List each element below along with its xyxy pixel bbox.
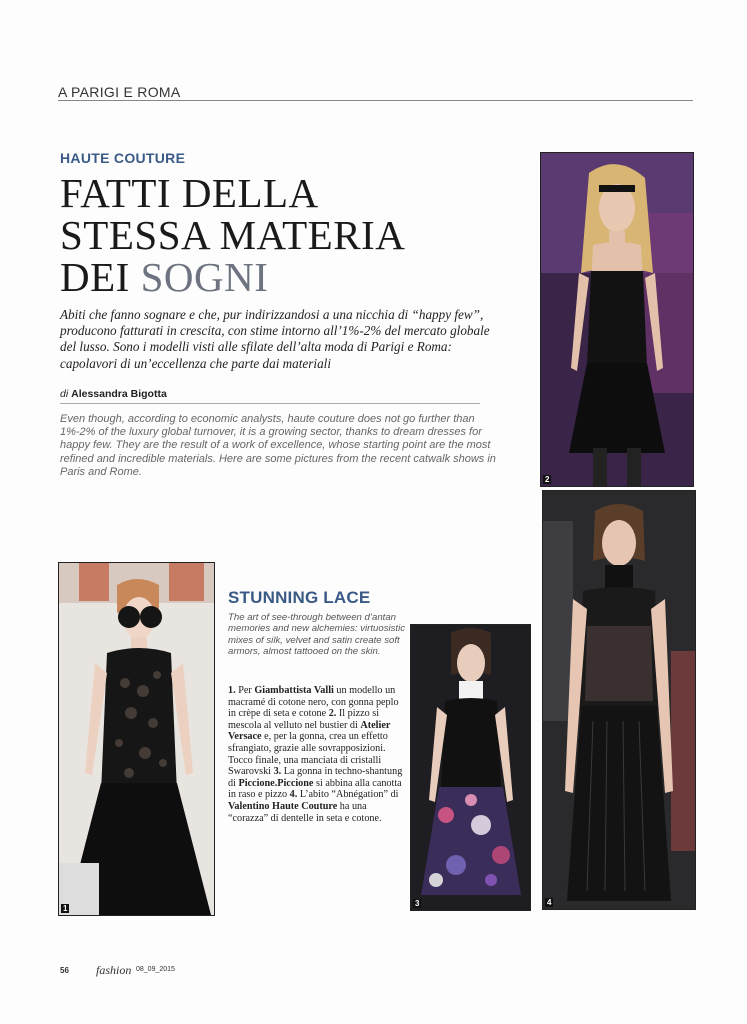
section-title: A PARIGI E ROMA — [58, 84, 181, 100]
runway-photo-1-image — [59, 563, 214, 915]
photo-atelier-versace — [540, 152, 694, 487]
byline-divider — [60, 403, 480, 404]
runway-photo-4-image — [543, 491, 695, 909]
photo-valentino-haute-couture — [542, 490, 696, 910]
issue-date: 08_09_2015 — [136, 966, 175, 973]
caption-1-text: un modello un macramé di cotone nero, con gonna peplo in crèpe di seta e cotone — [228, 685, 399, 720]
headline-line-1: FATTI DELLA — [60, 170, 319, 216]
caption-4-brand: Valentino Haute Couture — [228, 800, 338, 812]
caption-3-brand: Piccione.Piccione — [238, 777, 314, 789]
article-byline — [60, 388, 167, 400]
photo-number: 1 — [63, 904, 68, 913]
section-divider — [58, 100, 693, 101]
caption-2-text: e, per la gonna, crea un effetto sfrangiato, grazie alle sovrapposizioni. Tocco finale, una manciata di cristalli Swarovski — [228, 731, 388, 778]
caption-2-number: 2. — [328, 708, 337, 720]
photo-number: 4 — [547, 898, 552, 907]
byline-author: Alessandra Bigotta — [71, 388, 167, 400]
caption-4-text: ha una “corazza” di dentelle in seta e cotone. — [228, 800, 382, 824]
runway-photo-3-image — [411, 625, 530, 910]
photo-number: 3 — [415, 899, 420, 908]
headline-line-3 — [60, 256, 405, 298]
caption-3-number: 3. — [273, 766, 282, 778]
article-kicker: HAUTE COUTURE — [60, 150, 186, 166]
lace-captions — [228, 685, 408, 824]
caption-4-lead: L’abito “Abnégation” di — [297, 789, 399, 801]
caption-3-lead: La gonna in techno-shantung di — [228, 766, 403, 789]
page-number: 56 — [60, 966, 69, 975]
headline-line-2: STESSA MATERIA — [60, 212, 406, 258]
photo-piccione-piccione — [410, 624, 531, 911]
runway-photo-2-image — [541, 153, 693, 486]
lace-title: STUNNING LACE — [228, 588, 371, 607]
photo-giambattista-valli — [58, 562, 215, 916]
caption-4-number: 4. — [289, 789, 298, 801]
english-summary: Even though, according to economic analysts, haute couture does not go further than 1%-2% of the luxury global turnover, it is a growing sector, thanks to dream dresses for happy few. They are the result of a work of excellence, whose starting point are the most refined and incredible materials. Here are some pictures from the recent catwalk shows in Paris and Rome. — [60, 413, 496, 478]
magazine-name: fashion — [96, 963, 132, 977]
lace-intro: The art of see-through between d’antan memories and new alchemies: virtuosistic mixes of silk, velvet and satin create soft armors, almost tattooed on the skin. — [228, 612, 406, 658]
photo-number: 2 — [545, 475, 550, 484]
article-standfirst: Abiti che fanno sognare e che, pur indirizzandosi a una nicchia di “happy few”, producono fatturati in crescita, con stime intorno all’1%-2% del mercato globale del lusso. Sono i modelli visti alle sfilate dell’alta moda di Parigi e Roma: capolavori di un’eccellenza che parte dai materiali — [60, 307, 490, 371]
headline-accent-word: SOGNI — [140, 254, 269, 300]
caption-2-brand: Atelier Versace — [228, 719, 391, 743]
byline-prefix: di — [60, 388, 69, 400]
caption-2-lead: Il pizzo si mescola al velluto nel bustier di — [228, 708, 380, 731]
caption-1-brand: Giambattista Valli — [254, 685, 334, 696]
caption-3-text: si abbina alla canotta in raso e pizzo — [228, 777, 402, 801]
caption-1-number: 1. — [228, 685, 236, 696]
headline-line-3-start: DEI — [60, 254, 141, 300]
caption-1-lead: Per — [235, 685, 255, 696]
article-headline — [60, 172, 405, 298]
